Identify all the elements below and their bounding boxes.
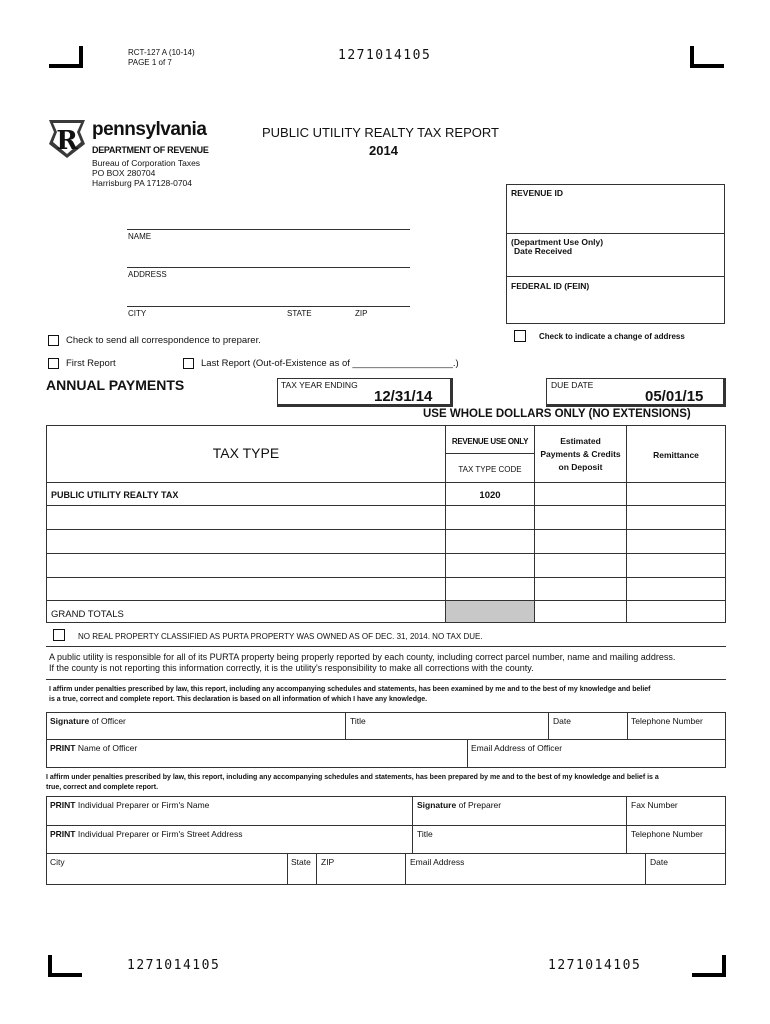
table-row [47, 554, 726, 578]
last-report-label: Last Report (Out-of-Existence as of ___________________.) [201, 358, 459, 369]
corner-mark-bottom-left [48, 955, 82, 977]
payments-credits-header: Payments & Credits [540, 448, 621, 459]
row-tax-code: 1020 [479, 490, 501, 501]
barcode-number-bottom-right: 1271014105 [548, 958, 642, 973]
address-line[interactable] [127, 267, 410, 268]
affirmation-preparer-line-1: I affirm under penalties prescribed by law, this report, including any accompanying schedules and statements, has been prepared by me and to the best of my knowledge and belief is a [46, 774, 659, 781]
keystone-logo [46, 118, 88, 160]
no-property-checkbox[interactable] [53, 629, 65, 641]
zip-label: ZIP [355, 309, 368, 318]
preparer-telephone-field[interactable]: Telephone Number [631, 829, 703, 839]
preparer-street-field[interactable]: PRINT Individual Preparer or Firm's Street Address [50, 829, 243, 839]
preparer-signature-field[interactable]: Signature of Preparer [417, 800, 502, 810]
city-state-zip-line[interactable] [127, 306, 410, 307]
affirmation-officer-line-1: I affirm under penalties prescribed by law, this report, including any accompanying schedules and statements, has been examined by me and to the best of my knowledge and belief [49, 686, 651, 693]
on-deposit-header: on Deposit [558, 461, 603, 472]
affirmation-officer-line-2: is a true, correct and complete report. This declaration is based on all information of which I have any knowledge. [49, 696, 428, 703]
corner-mark-bottom-right [692, 955, 726, 977]
preparer-date-field[interactable]: Date [650, 857, 668, 867]
officer-email-field[interactable]: Email Address of Officer [471, 743, 563, 753]
federal-id-label: FEDERAL ID (FEIN) [511, 281, 590, 291]
preparer-zip-field[interactable]: ZIP [321, 857, 335, 867]
agency-city: Harrisburg PA 17128-0704 [92, 178, 193, 188]
table-row [47, 506, 726, 530]
first-report-label: First Report [66, 358, 116, 369]
barcode-number-top: 1271014105 [338, 48, 432, 63]
preparer-city-field[interactable]: City [50, 857, 65, 867]
tax-type-code-header: TAX TYPE CODE [458, 465, 522, 474]
name-line[interactable] [127, 229, 410, 230]
form-code: RCT-127 A (10-14) [128, 48, 195, 57]
last-report-checkbox[interactable] [183, 358, 194, 369]
preparer-fax-field[interactable]: Fax Number [631, 800, 678, 810]
estimated-header: Estimated [560, 435, 601, 446]
tax-year-label: TAX YEAR ENDING [281, 380, 358, 390]
no-property-label: NO REAL PROPERTY CLASSIFIED AS PURTA PROPERTY WAS OWNED AS OF DEC. 31, 2014. NO TAX DUE. [78, 632, 483, 641]
preparer-title-field[interactable]: Title [417, 829, 433, 839]
table-row [47, 530, 726, 554]
officer-box [46, 712, 726, 768]
address-label: ADDRESS [128, 270, 167, 279]
tax-type-header: TAX TYPE [212, 445, 280, 461]
row-tax-name: PUBLIC UTILITY REALTY TAX [51, 490, 179, 500]
preparer-name-field[interactable]: PRINT Individual Preparer or Firm's Name [50, 800, 210, 810]
department-name: DEPARTMENT OF REVENUE [92, 145, 209, 155]
grand-total-remittance[interactable] [627, 601, 726, 623]
pobox: PO BOX 280704 [92, 168, 156, 178]
barcode-number-bottom-left: 1271014105 [127, 958, 221, 973]
state-label: STATE [287, 309, 312, 318]
notice-line-1: A public utility is responsible for all of its PURTA property being properly reported by each county, including correct parcel number, name and mailing address. [49, 652, 676, 662]
grand-totals-label: GRAND TOTALS [51, 609, 124, 620]
bureau-name: Bureau of Corporation Taxes [92, 158, 201, 168]
city-label: CITY [128, 309, 147, 318]
dept-use-label: (Department Use Only) [511, 237, 604, 247]
tax-year-value: 12/31/14 [374, 388, 433, 405]
table-row [47, 578, 726, 601]
officer-signature-field[interactable]: Signature of Officer [50, 716, 126, 726]
date-received-label: Date Received [514, 246, 573, 256]
officer-telephone-field[interactable]: Telephone Number [631, 716, 703, 726]
preparer-email-field[interactable]: Email Address [410, 857, 465, 867]
notice-line-2: If the county is not reporting this information correctly, it is the utility's responsibility to make all corrections with the county. [49, 663, 534, 673]
table-row [47, 483, 726, 506]
corner-mark-top-right [690, 46, 724, 68]
estimated-payments-cell[interactable] [535, 483, 627, 506]
change-address-checkbox[interactable] [514, 330, 526, 342]
preparer-label: Check to send all correspondence to preparer. [66, 335, 261, 346]
page-number: PAGE 1 of 7 [128, 58, 172, 67]
officer-date-field[interactable]: Date [553, 716, 571, 726]
grand-totals-row [47, 601, 726, 623]
officer-print-name-field[interactable]: PRINT Name of Officer [50, 743, 138, 753]
affirmation-preparer-line-2: true, correct and complete report. [46, 784, 159, 791]
remittance-header: Remittance [653, 450, 699, 460]
change-address-label: Check to indicate a change of address [539, 332, 685, 341]
officer-title-field[interactable]: Title [350, 716, 366, 726]
first-report-checkbox[interactable] [48, 358, 59, 369]
report-year: 2014 [369, 143, 398, 158]
due-date-value: 05/01/15 [645, 388, 704, 405]
keystone-icon [46, 118, 88, 160]
preparer-state-field[interactable]: State [291, 857, 311, 867]
remittance-cell[interactable] [627, 483, 726, 506]
corner-mark-top-left [49, 46, 83, 68]
annual-payments-heading: ANNUAL PAYMENTS [46, 377, 185, 393]
whole-dollars-note: USE WHOLE DOLLARS ONLY (NO EXTENSIONS) [423, 408, 691, 420]
agency-name: pennsylvania [92, 119, 207, 140]
page-title: PUBLIC UTILITY REALTY TAX REPORT [262, 125, 499, 140]
grand-total-estimated[interactable] [535, 601, 627, 623]
due-date-label: DUE DATE [551, 380, 594, 390]
name-label: NAME [128, 232, 152, 241]
logo-letter: R [56, 126, 78, 156]
grand-totals-shaded [446, 601, 535, 623]
tax-table [46, 425, 726, 623]
revenue-id-label: REVENUE ID [511, 188, 563, 198]
preparer-checkbox[interactable] [48, 335, 59, 346]
revenue-use-only-header: REVENUE USE ONLY [451, 436, 529, 446]
